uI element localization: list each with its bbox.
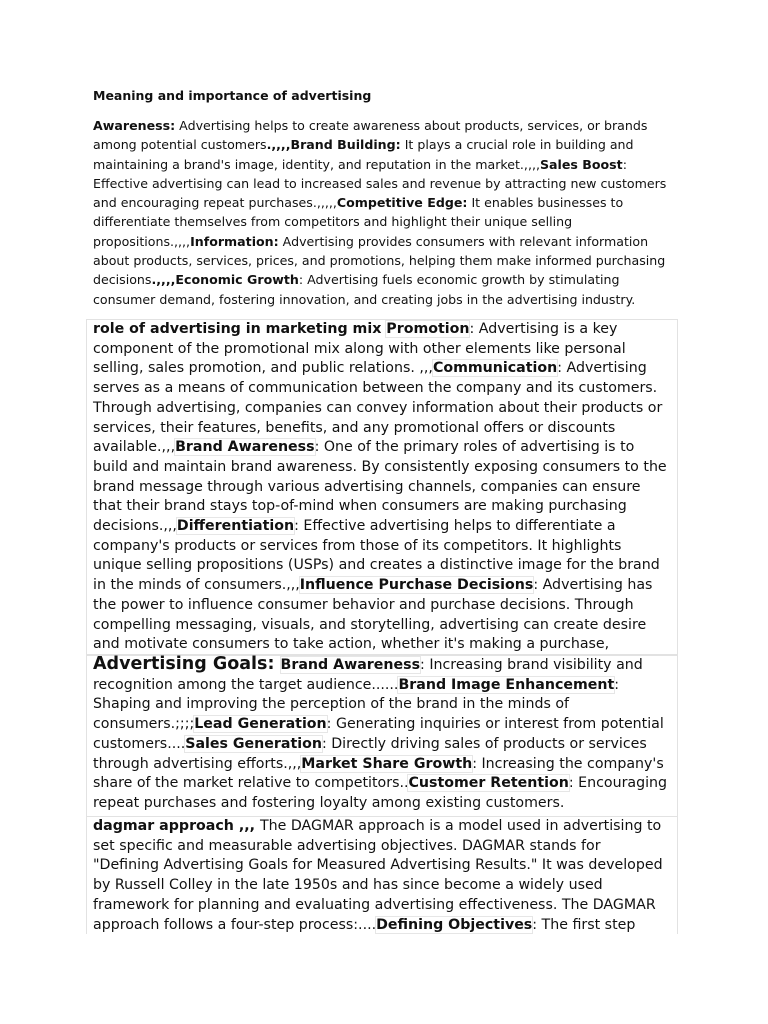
text-run: : Advertising is a key component of the promotional mix along with other elements like personal selling, sales promotion, and public relations. ,,,	[93, 321, 626, 377]
key-term: Differentiation	[176, 518, 295, 535]
advertising-goals-section	[86, 654, 678, 817]
text-run: : Increasing the company's share of the market relative to competitors..	[93, 755, 664, 792]
dagmar-paragraph	[93, 817, 671, 934]
advertising-goals-paragraph	[93, 655, 671, 814]
marketing-mix-section	[86, 319, 678, 656]
section-heading: Advertising Goals:	[93, 654, 281, 674]
text-run: : Advertising has the power to influence consumer behavior and purchase decisions. Through compelling messaging, visuals, and storytelling, advertising can create desire and motivate consumers to take action, whether it's making a purchase,	[93, 577, 653, 653]
text-run: : Advertising fuels economic growth by stimulating consumer demand, fostering innovation, and creating jobs in the advertising industry.	[93, 272, 636, 307]
key-term: Lead Generation	[194, 716, 327, 733]
intro-paragraph	[93, 116, 675, 309]
text-run: : Shaping and improving the perception of the brand in the minds of consumers.;;;;	[93, 676, 620, 733]
key-term: Influence Purchase Decisions	[299, 577, 534, 594]
key-term: Brand Awareness	[280, 657, 421, 673]
bold-term: dagmar approach ,,,	[93, 818, 260, 834]
text-run: : Generating inquiries or interest from potential customers....	[93, 716, 664, 752]
page-title: Meaning and importance of advertising	[93, 88, 372, 103]
bold-term: .,,,,Economic Growth	[151, 272, 299, 288]
text-run: Advertising provides consumers with relevant information about products, services, prices, and promotions, helping them make informed purchasing decisions	[93, 233, 666, 288]
text-run: : One of the primary roles of advertising is to build and maintain brand awareness. By consistently exposing consumers to the brand message through various advertising channels, companies can ensure that their brand stays top-of-mind when consumers are making purchasing decisions.,,,	[93, 439, 667, 535]
dagmar-section	[86, 816, 678, 934]
bold-term: Competitive Edge:	[336, 195, 468, 211]
key-term: Customer Retention	[408, 775, 569, 792]
bold-term: role of advertising in marketing mix	[93, 321, 387, 337]
bold-term: .,,,,Brand Building:	[266, 137, 401, 153]
key-term: Sales Generation	[185, 735, 322, 752]
text-run: : Effective advertising helps to differentiate a company's products or services from those of its competitors. It highlights unique selling propositions (USPs) and creates a distinctive image for the brand in the minds of consumers.,,,	[93, 518, 660, 594]
text-run: : Increasing brand visibility and recognition among the target audience......	[93, 657, 643, 693]
text-run: : Encouraging repeat purchases and fostering loyalty among existing customers.	[93, 775, 668, 811]
key-term: Defining Objectives	[376, 916, 533, 933]
marketing-mix-paragraph	[93, 320, 671, 656]
key-term: Brand Image Enhancement	[398, 676, 615, 693]
text-run: It enables businesses to differentiate themselves from competitors and highlight their unique selling propositions.,,,,	[93, 195, 624, 249]
text-run: : Advertising serves as a means of communication between the company and its customers. Through advertising, companies can convey information about their products or services, their features, benefits, and any promotional offers or discounts available.,,,	[93, 360, 663, 456]
text-run: : Effective advertising can lead to increased sales and revenue by attracting new customers and encouraging repeat purchases.,,,,,	[93, 156, 667, 211]
text-run: Advertising helps to create awareness about products, services, or brands among potential customers	[93, 118, 648, 153]
bold-term: Awareness:	[93, 118, 176, 133]
key-term: Promotion	[386, 321, 470, 337]
key-term: Communication	[432, 360, 558, 377]
text-run: : The first step	[532, 916, 636, 933]
key-term: Market Share Growth	[301, 755, 473, 772]
text-run: : Directly driving sales of products or services through advertising efforts.,,,	[93, 735, 647, 772]
text-run: The DAGMAR approach is a model used in advertising to set specific and measurable advertising objectives. DAGMAR stands for "Defining Advertising Goals for Measured Advertising Results." It was developed by Russell Colley in the late 1950s and has since become a widely used framework for planning and evaluating advertising effectiveness. The DAGMAR approach follows a four-step process:....	[93, 818, 663, 933]
bold-term: Information:	[190, 233, 279, 249]
text-run: It plays a crucial role in building and maintaining a brand's image, identity, and reputation in the market.,,,,	[93, 137, 634, 172]
bold-term: Sales Boost	[539, 156, 623, 172]
key-term: Brand Awareness	[175, 439, 315, 456]
